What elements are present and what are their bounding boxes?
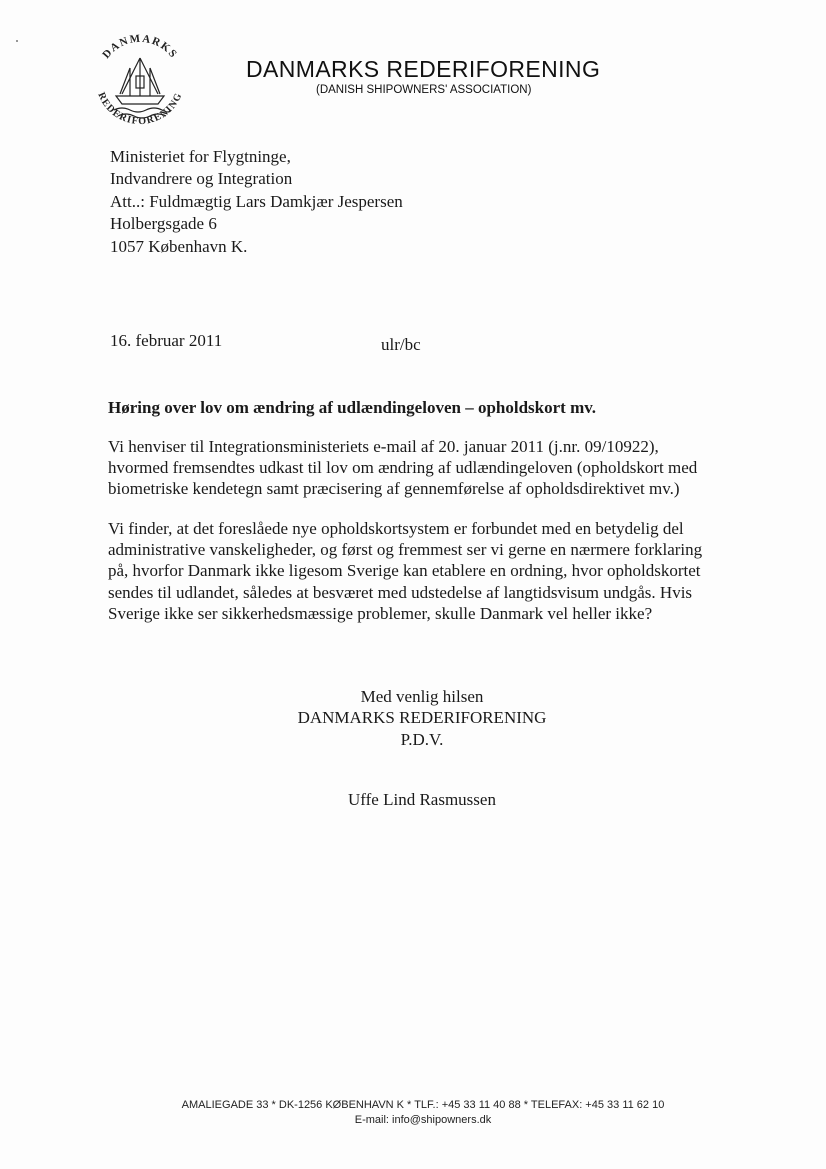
letter-date: 16. februar 2011 — [110, 331, 223, 350]
letter-subject: Høring over lov om ændring af udlændingeloven – opholdskort mv. — [108, 398, 597, 417]
body-paragraph-2 — [108, 518, 748, 624]
body-line: Vi finder, at det foreslåede nye opholdskortsystem er forbundet med en betydelig del — [108, 519, 684, 538]
body-line: på, hvorfor Danmark ikke ligesom Sverige kan etablere en ordning, hvor opholdskortet — [108, 561, 701, 581]
body-line: sendes til udlandet, således at besværet med udstedelse af langtidsvisum undgås. Hvis — [108, 582, 693, 602]
organization-name: DANMARKS REDERIFORENING — [246, 56, 601, 82]
body-line: Sverige ikke ser sikkerhedsmæssige problemer, skulle Danmark vel heller ikke? — [108, 603, 653, 623]
signer-name: Uffe Lind Rasmussen — [348, 790, 496, 809]
address-line: Holbergsgade 6 — [110, 214, 217, 234]
svg-text:DANMARKS — [100, 33, 180, 61]
footer-email: E-mail: info@shipowners.dk — [354, 1114, 492, 1126]
scan-speck — [16, 40, 18, 42]
closing-organization: DANMARKS REDERIFORENING — [297, 708, 547, 728]
closing-block — [290, 686, 554, 750]
recipient-address — [110, 146, 403, 258]
seal-text-bottom: REDERIFORENING — [95, 90, 185, 128]
organization-subtitle: (DANISH SHIPOWNERS' ASSOCIATION) — [316, 84, 532, 96]
body-paragraph-1 — [108, 436, 748, 500]
association-seal-logo — [86, 30, 194, 130]
address-line: Indvandrere og Integration — [110, 169, 293, 189]
footer-address: AMALIEGADE 33 * DK-1256 KØBENHAVN K * TLF.: +45 33 11 40 88 * TELEFAX: +45 33 11 62 10 — [181, 1099, 665, 1111]
body-line: biometriske kendetegn samt præcisering af gennemførelse af opholdsdirektivet mv.) — [108, 479, 680, 499]
address-line: 1057 København K. — [110, 236, 248, 256]
body-line: administrative vanskeligheder, og først og fremmest ser vi gerne en nærmere forklaring — [108, 540, 703, 560]
reference-initials: ulr/bc — [381, 335, 421, 354]
address-line: Ministeriet for Flygtninge, — [110, 147, 291, 166]
letter-footer — [120, 1098, 726, 1128]
body-line: Vi henviser til Integrationsministeriets e-mail af 20. januar 2011 (j.nr. 09/10922), — [108, 437, 659, 456]
closing-greeting: Med venlig hilsen — [360, 687, 484, 706]
body-line: hvormed fremsendtes udkast til lov om ændring af udlændingeloven (opholdskort med — [108, 458, 698, 478]
address-line: Att..: Fuldmægtig Lars Damkjær Jespersen — [110, 191, 403, 211]
closing-pdv: P.D.V. — [400, 729, 444, 749]
seal-text-top: DANMARKS — [100, 32, 180, 61]
